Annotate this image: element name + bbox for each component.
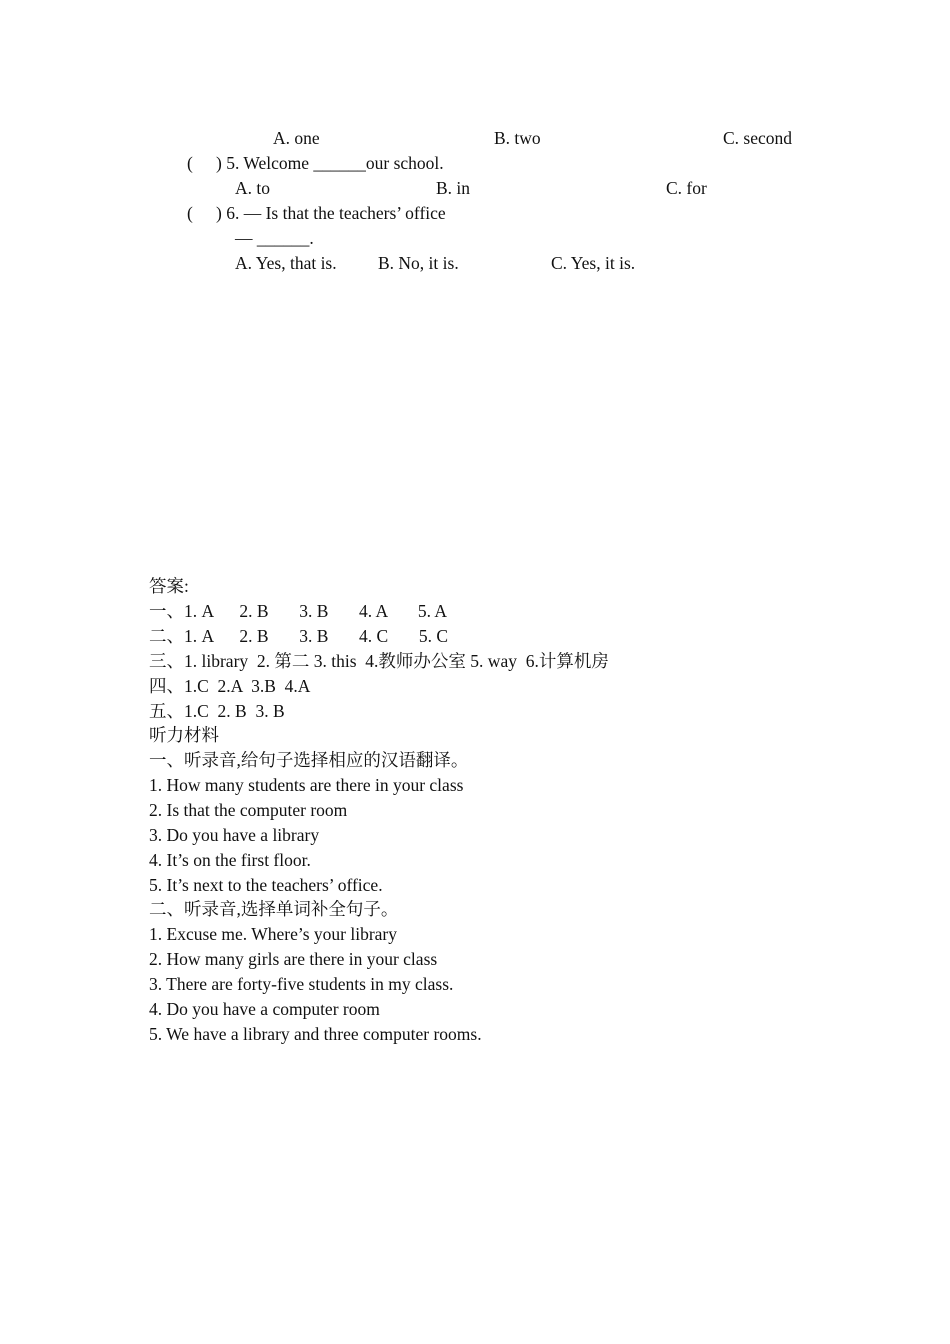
q5-option-b: B. in (436, 178, 471, 198)
q5-answer-paren: ( (187, 153, 193, 173)
listening-sentence: 1. How many students are there in your class (149, 775, 464, 795)
listening-sentence: 4. It’s on the first floor. (149, 850, 311, 870)
q6-option-b: B. No, it is. (378, 253, 459, 273)
listening-sentence: 1. Excuse me. Where’s your library (149, 924, 397, 944)
answer-line: 二、1. A 2. B 3. B 4. C 5. C (149, 626, 448, 646)
listening-sentence: 3. There are forty-five students in my class. (149, 974, 454, 994)
listening-sentence: 3. Do you have a library (149, 825, 320, 845)
listening-sentence: 5. We have a library and three computer rooms. (149, 1024, 482, 1044)
q6-option-a: A. Yes, that is. (235, 253, 337, 273)
answer-line: 四、1.C 2.A 3.B 4.A (149, 676, 311, 696)
listening-sentence: 5. It’s next to the teachers’ office. (149, 875, 383, 895)
q5-option-c: C. for (666, 178, 707, 198)
listening-sentence: 4. Do you have a computer room (149, 999, 380, 1019)
q4-option-c: C. second (723, 128, 793, 148)
q5-stem: ) 5. Welcome ______our school. (216, 153, 444, 173)
answer-line: 五、1.C 2. B 3. B (149, 701, 285, 721)
listening-section-2-title: 二、听录音,选择单词补全句子。 (149, 899, 399, 919)
listening-sentence: 2. How many girls are there in your class (149, 949, 438, 969)
q6-stem: ) 6. — Is that the teachers’ office (216, 203, 446, 223)
q6-option-c: C. Yes, it is. (551, 253, 636, 273)
q6-answer-paren: ( (187, 203, 193, 223)
listening-section-1-title: 一、听录音,给句子选择相应的汉语翻译。 (149, 750, 469, 770)
listening-heading: 听力材料 (149, 725, 219, 745)
q4-option-b: B. two (494, 128, 541, 148)
listening-sentence: 2. Is that the computer room (149, 800, 348, 820)
answer-heading: 答案: (149, 576, 189, 596)
answer-line: 一、1. A 2. B 3. B 4. A 5. A (149, 601, 448, 621)
answer-line: 三、1. library 2. 第二 3. this 4.教师办公室 5. way 6.计算机房 (149, 651, 609, 671)
q4-option-a: A. one (273, 128, 320, 148)
q5-option-a: A. to (235, 178, 270, 198)
q6-answer-line: — ______. (235, 228, 314, 248)
